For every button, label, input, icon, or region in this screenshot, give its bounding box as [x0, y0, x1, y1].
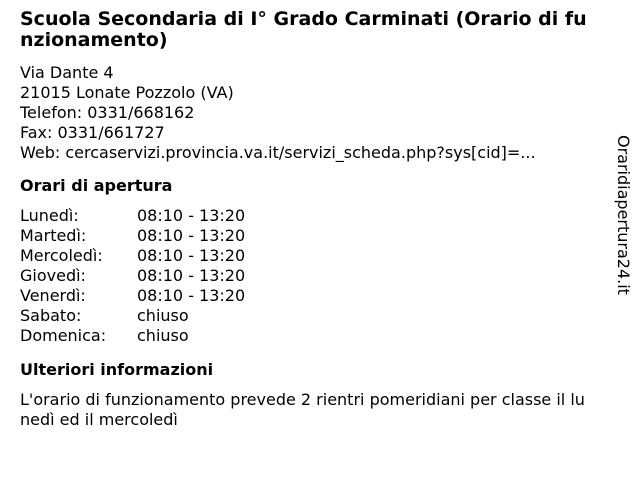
hours-row-saturday — [20, 306, 595, 326]
hours-row-friday — [20, 286, 595, 306]
hours-row-thursday — [20, 266, 595, 286]
time-value: 08:10 - 13:20 — [137, 206, 246, 225]
website-link[interactable]: Web: cercaservizi.provincia.va.it/servizi_scheda.php?sys[cid]=... — [20, 143, 536, 162]
address-city: 21015 Lonate Pozzolo (VA) — [20, 83, 234, 102]
day-label: Giovedì: — [20, 266, 86, 285]
hours-table — [20, 206, 595, 346]
page-title: Scuola Secondaria di I° Grado Carminati (Orario di funzionamento) — [20, 8, 587, 51]
hours-row-tuesday — [20, 226, 595, 246]
time-value: 08:10 - 13:20 — [137, 246, 246, 265]
address-block — [20, 63, 595, 163]
address-street: Via Dante 4 — [20, 63, 114, 82]
day-label: Sabato: — [20, 306, 82, 325]
time-value: chiuso — [137, 326, 189, 345]
time-value: chiuso — [137, 306, 189, 325]
info-heading: Ulteriori informazioni — [20, 360, 214, 379]
store-info-card — [20, 9, 595, 430]
time-value: 08:10 - 13:20 — [137, 226, 246, 245]
hours-row-wednesday — [20, 246, 595, 266]
time-value: 08:10 - 13:20 — [137, 286, 246, 305]
day-label: Venerdì: — [20, 286, 86, 305]
phone-number: Telefon: 0331/668162 — [20, 103, 195, 122]
day-label: Lunedì: — [20, 206, 79, 225]
hours-heading: Orari di apertura — [20, 176, 173, 195]
brand-watermark: Oraridiapertura24.it — [614, 135, 633, 295]
hours-row-sunday — [20, 326, 595, 346]
day-label: Domenica: — [20, 326, 107, 345]
day-label: Mercoledì: — [20, 246, 103, 265]
info-text: L'orario di funzionamento prevede 2 rientri pomeridiani per classe il lunedì ed il mercoledì — [20, 390, 585, 429]
time-value: 08:10 - 13:20 — [137, 266, 246, 285]
day-label: Martedì: — [20, 226, 87, 245]
hours-row-monday — [20, 206, 595, 226]
fax-number: Fax: 0331/661727 — [20, 123, 165, 142]
